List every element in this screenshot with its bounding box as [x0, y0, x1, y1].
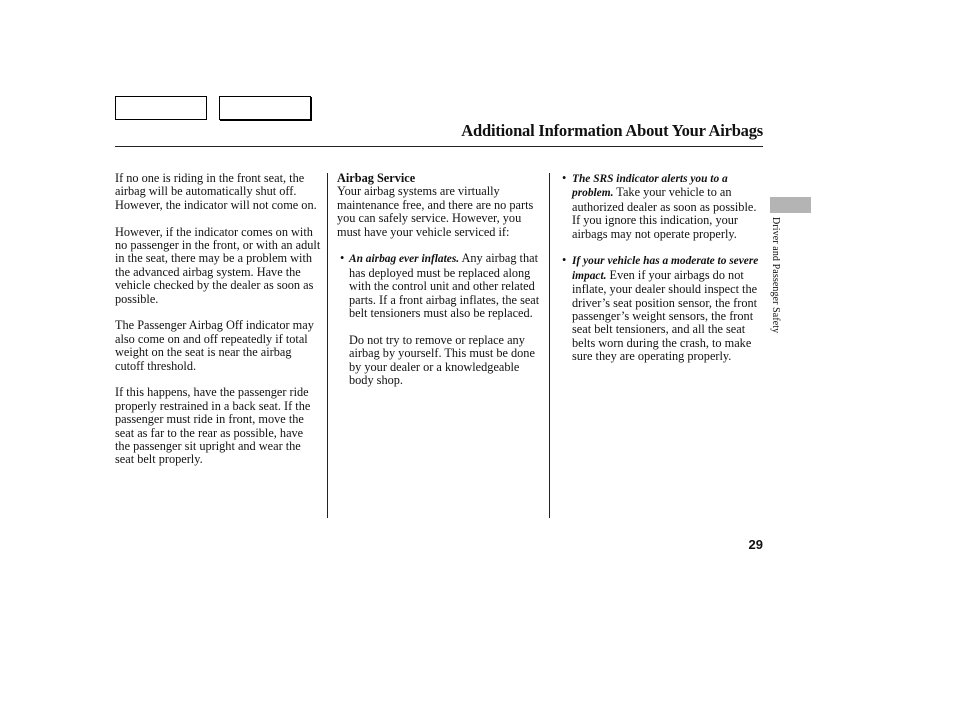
page-number: 29: [748, 537, 763, 552]
bullet-text: Even if your airbags do not inflate, your dealer should inspect the driver’s seat position sensor, the front passenger’s weight sensors, the front seat belt tensioners, and all the seat belts worn during the crash, to make sure they are operating properly.: [572, 267, 758, 364]
bullet-dot: •: [562, 253, 567, 268]
column-divider-1: [327, 173, 328, 518]
bullet-continuation: Do not try to remove or replace any airbag by yourself. This must be done by your dealer or a knowledgeable body shop.: [349, 332, 535, 388]
paragraph: Your airbag systems are virtually maintenance free, and there are no parts you can safely service. However, you must have your vehicle serviced if:: [337, 184, 534, 239]
paragraph: If this happens, have the passenger ride properly restrained in a back seat. If the passenger must ride in front, move the seat as far to the rear as possible, have the passenger sit upright and wear the seat belt properly.: [115, 385, 311, 467]
nav-box-next[interactable]: [219, 96, 311, 120]
section-heading-airbag-service: Airbag Service: [337, 171, 416, 185]
column-1: [115, 172, 321, 480]
bullet-dot: •: [340, 251, 345, 266]
bullet-dot: •: [562, 171, 567, 185]
column-divider-2: [549, 173, 550, 518]
bullet-text: Any airbag that has deployed must be replaced along with the control unit and other related parts. If a front airbag inflates, the seat belt tensioners must also be replaced.: [349, 251, 540, 321]
section-tab[interactable]: [770, 197, 811, 213]
bullet-lead: An airbag ever inflates.: [349, 253, 460, 266]
page-title: Additional Information About Your Airbags: [461, 121, 763, 140]
bullet-lead: The SRS indicator alerts you to a problem.: [572, 173, 728, 200]
paragraph: If no one is riding in the front seat, the airbag will be automatically shut off. However, the indicator will not come on.: [115, 171, 317, 212]
bullet-lead: If your vehicle has a moderate to severe impact.: [572, 255, 759, 282]
column-3: [562, 172, 762, 377]
paragraph: The Passenger Airbag Off indicator may also come on and off repeatedly if total weight on the seat is near the airbag cutoff threshold.: [115, 318, 314, 373]
section-label: Driver and Passenger Safety: [770, 217, 781, 334]
column-2: [337, 172, 543, 401]
bullet-item: [562, 172, 762, 241]
bullet-item: [562, 254, 762, 363]
title-divider: [115, 146, 763, 147]
paragraph: However, if the indicator comes on with no passenger in the front, or with an adult in the seat, there may be a problem with the advanced airbag system. Have the vehicle checked by the dealer as soon as possible.: [115, 224, 321, 306]
nav-box-previous[interactable]: [115, 96, 207, 120]
bullet-item: [337, 252, 543, 320]
bullet-text: Take your vehicle to an authorized dealer as soon as possible. If you ignore this indication, your airbags may not operate properly.: [572, 185, 757, 241]
